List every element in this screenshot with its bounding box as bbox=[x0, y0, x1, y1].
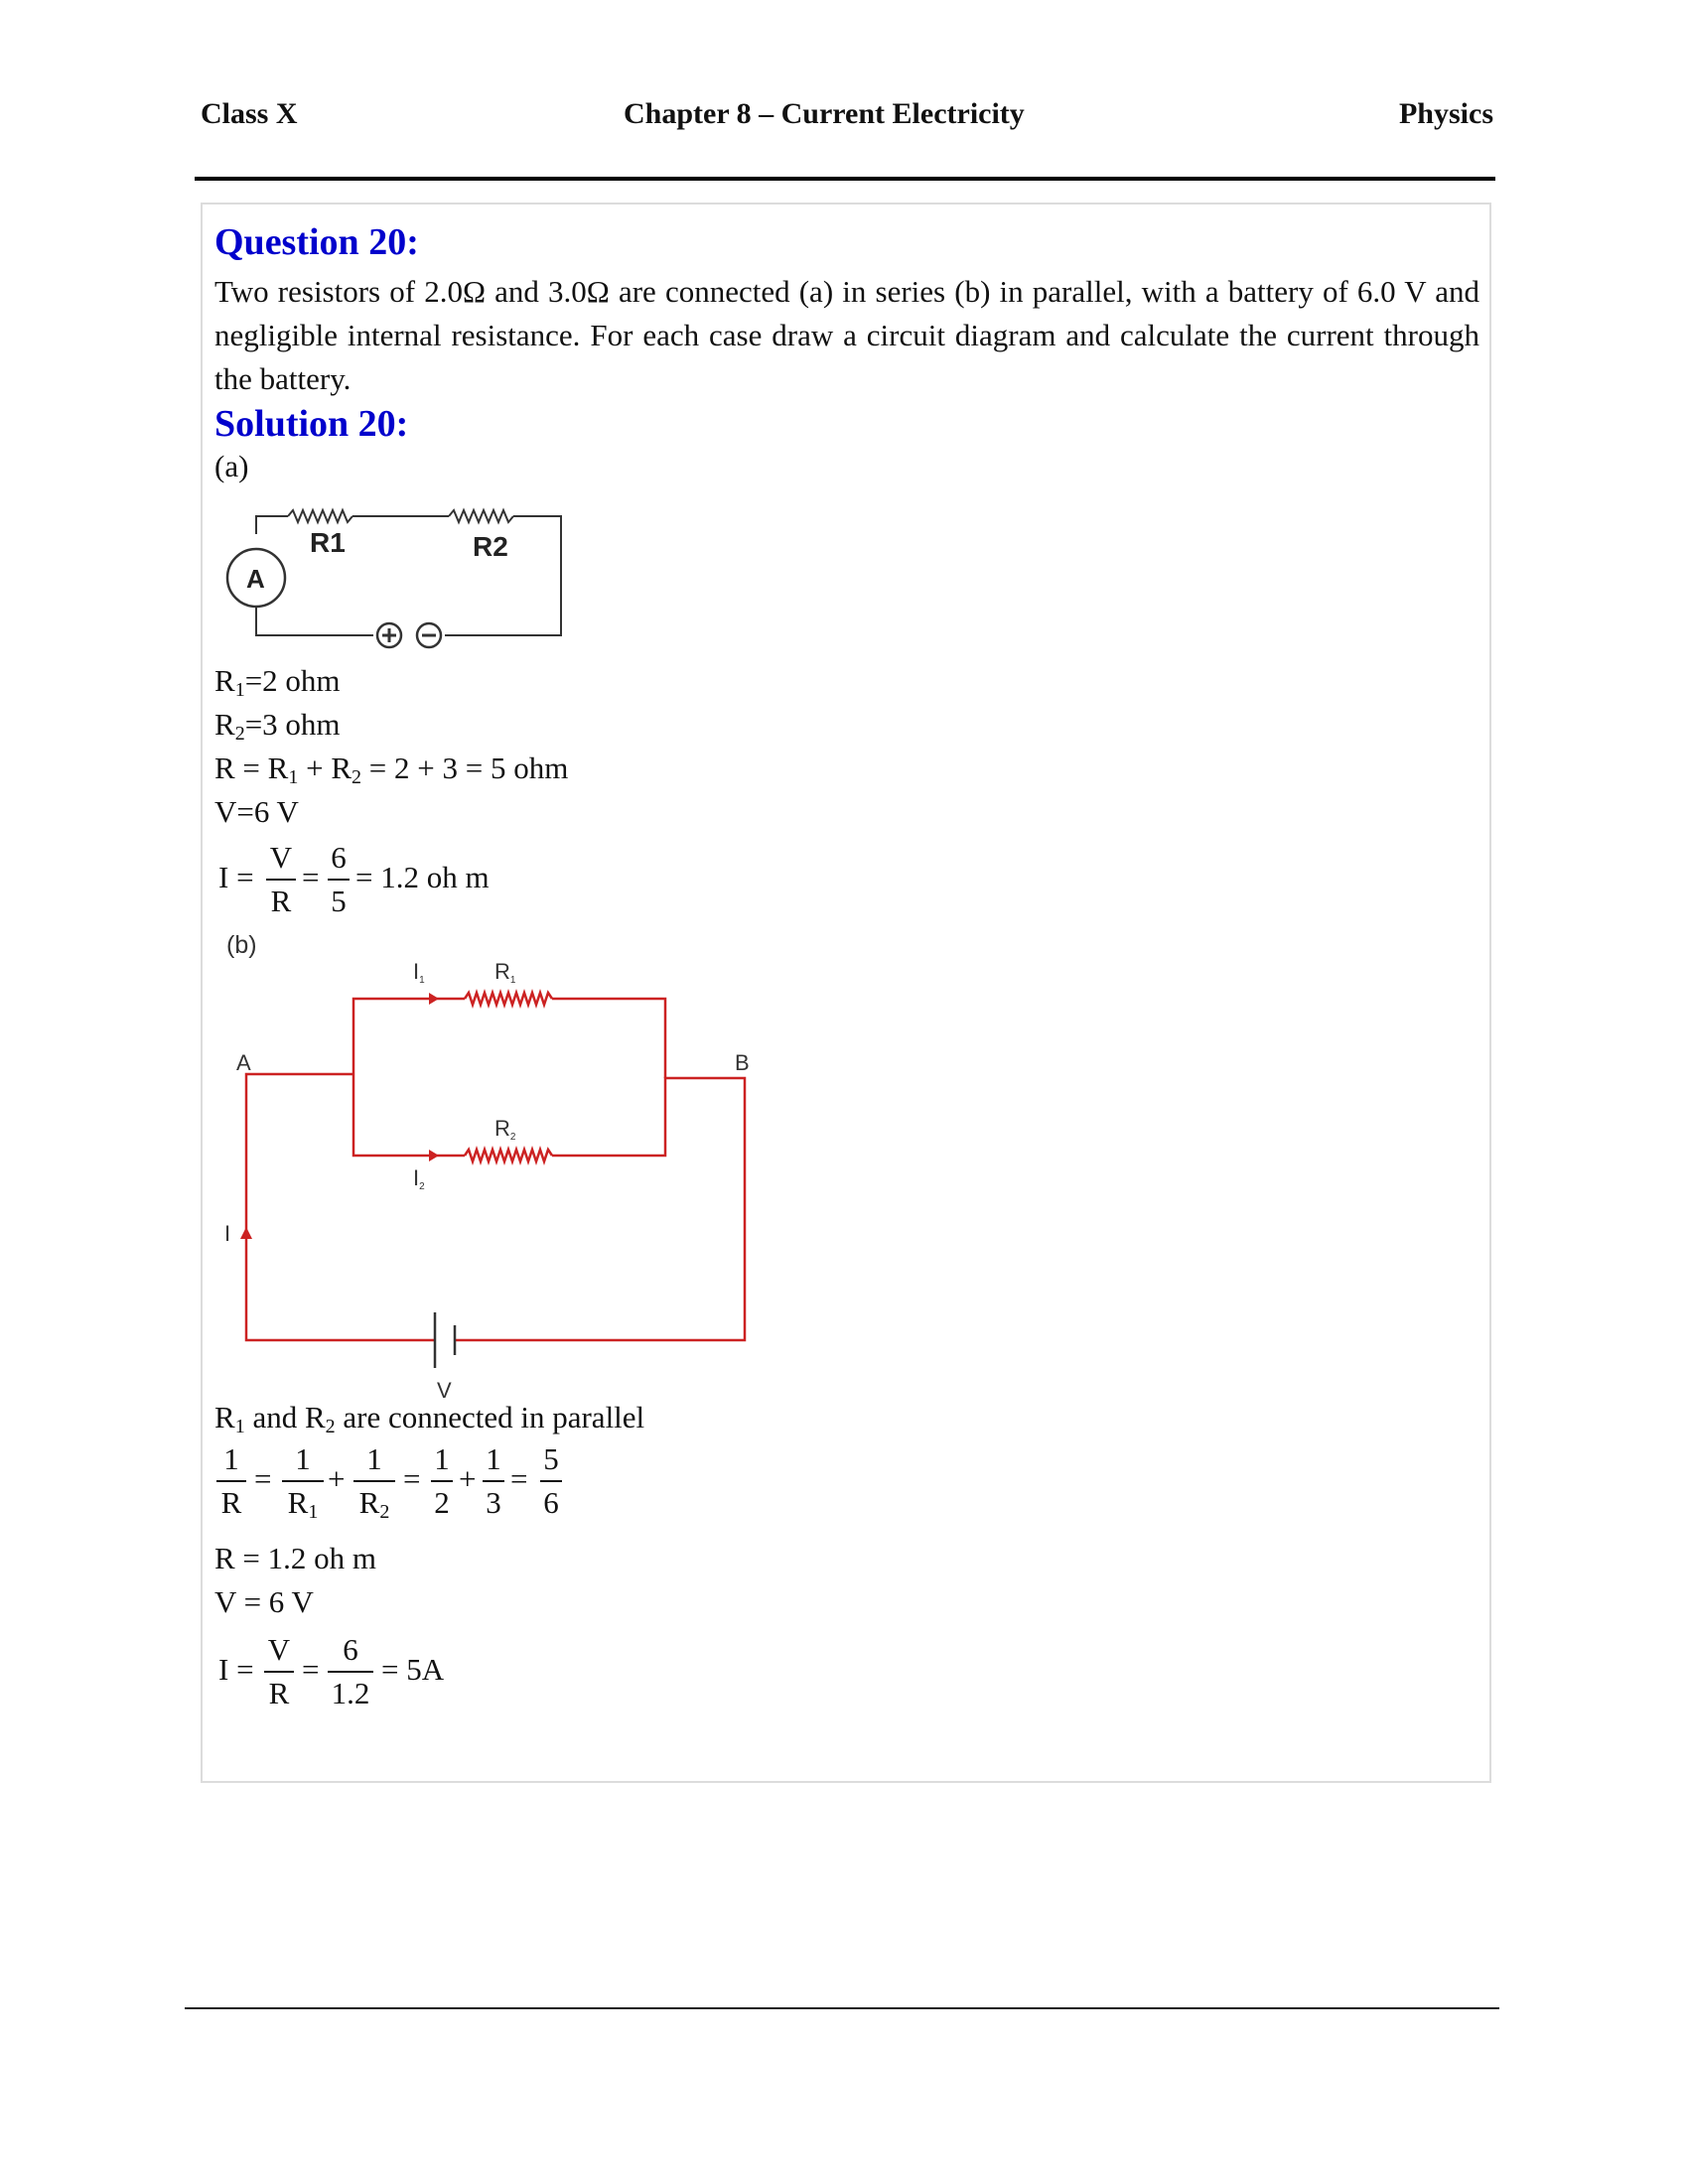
voltage-line-a: V=6 V bbox=[214, 794, 299, 829]
r1-value-line: $R_1=2$ ohm bbox=[214, 663, 341, 701]
node-a-label: A bbox=[236, 1050, 251, 1075]
fraction-v-over-r-a: V R bbox=[266, 840, 296, 919]
question-heading: Question 20: bbox=[214, 221, 419, 263]
current-result-b: = 5A bbox=[381, 1652, 445, 1687]
current-result-a: = 1.2 oh m bbox=[355, 860, 490, 894]
fraction-6-over-5: 6 5 bbox=[328, 840, 350, 919]
question-text: Two resistors of 2.0Ω and 3.0Ω are connected (a) in series (b) in parallel, with a battery of 6.0 V and negligible internal resistance. For each case draw a circuit diagram and calculate the current through the battery. bbox=[214, 274, 1479, 396]
series-r1-label: R1 bbox=[310, 527, 346, 558]
solution-heading: Solution 20: bbox=[214, 403, 409, 445]
current-lhs-a: I = bbox=[218, 860, 254, 894]
fraction-v-over-r-b: V R bbox=[264, 1632, 294, 1711]
header-rule bbox=[195, 177, 1495, 181]
i2-label: I2 bbox=[413, 1165, 425, 1192]
r1-parallel-label: R1 bbox=[494, 959, 516, 986]
parallel-statement: $R_1$ and $R_2$ are connected in parallel bbox=[214, 1400, 645, 1437]
node-b-label: B bbox=[735, 1050, 750, 1075]
i-total-label: I bbox=[224, 1221, 231, 1246]
series-r2-label: R2 bbox=[473, 531, 508, 562]
header-subject: Physics bbox=[1398, 97, 1493, 130]
current-lhs-b: I = bbox=[218, 1652, 254, 1687]
part-a-label: (a) bbox=[214, 449, 249, 483]
r2-parallel-label: R2 bbox=[494, 1116, 516, 1143]
series-resistance-line: $R = R_1 + R_2 = 2 + 3 = 5$ ohm bbox=[214, 751, 569, 788]
fraction-6-over-1.2: 6 1.2 bbox=[328, 1632, 373, 1711]
i1-label: I1 bbox=[413, 959, 425, 986]
header-chapter: Chapter 8 – Current Electricity bbox=[624, 97, 1025, 130]
parallel-resistance-result: R = 1.2 oh m bbox=[214, 1541, 377, 1575]
part-b-label: (b) bbox=[226, 931, 257, 959]
battery-v-label: V bbox=[437, 1378, 452, 1403]
footer-rule bbox=[185, 2007, 1499, 2009]
header-class: Class X bbox=[201, 97, 298, 130]
r2-value-line: $R_2=3$ ohm bbox=[214, 707, 341, 745]
ammeter-label: A bbox=[246, 564, 265, 594]
voltage-line-b: V = 6 V bbox=[214, 1584, 314, 1619]
